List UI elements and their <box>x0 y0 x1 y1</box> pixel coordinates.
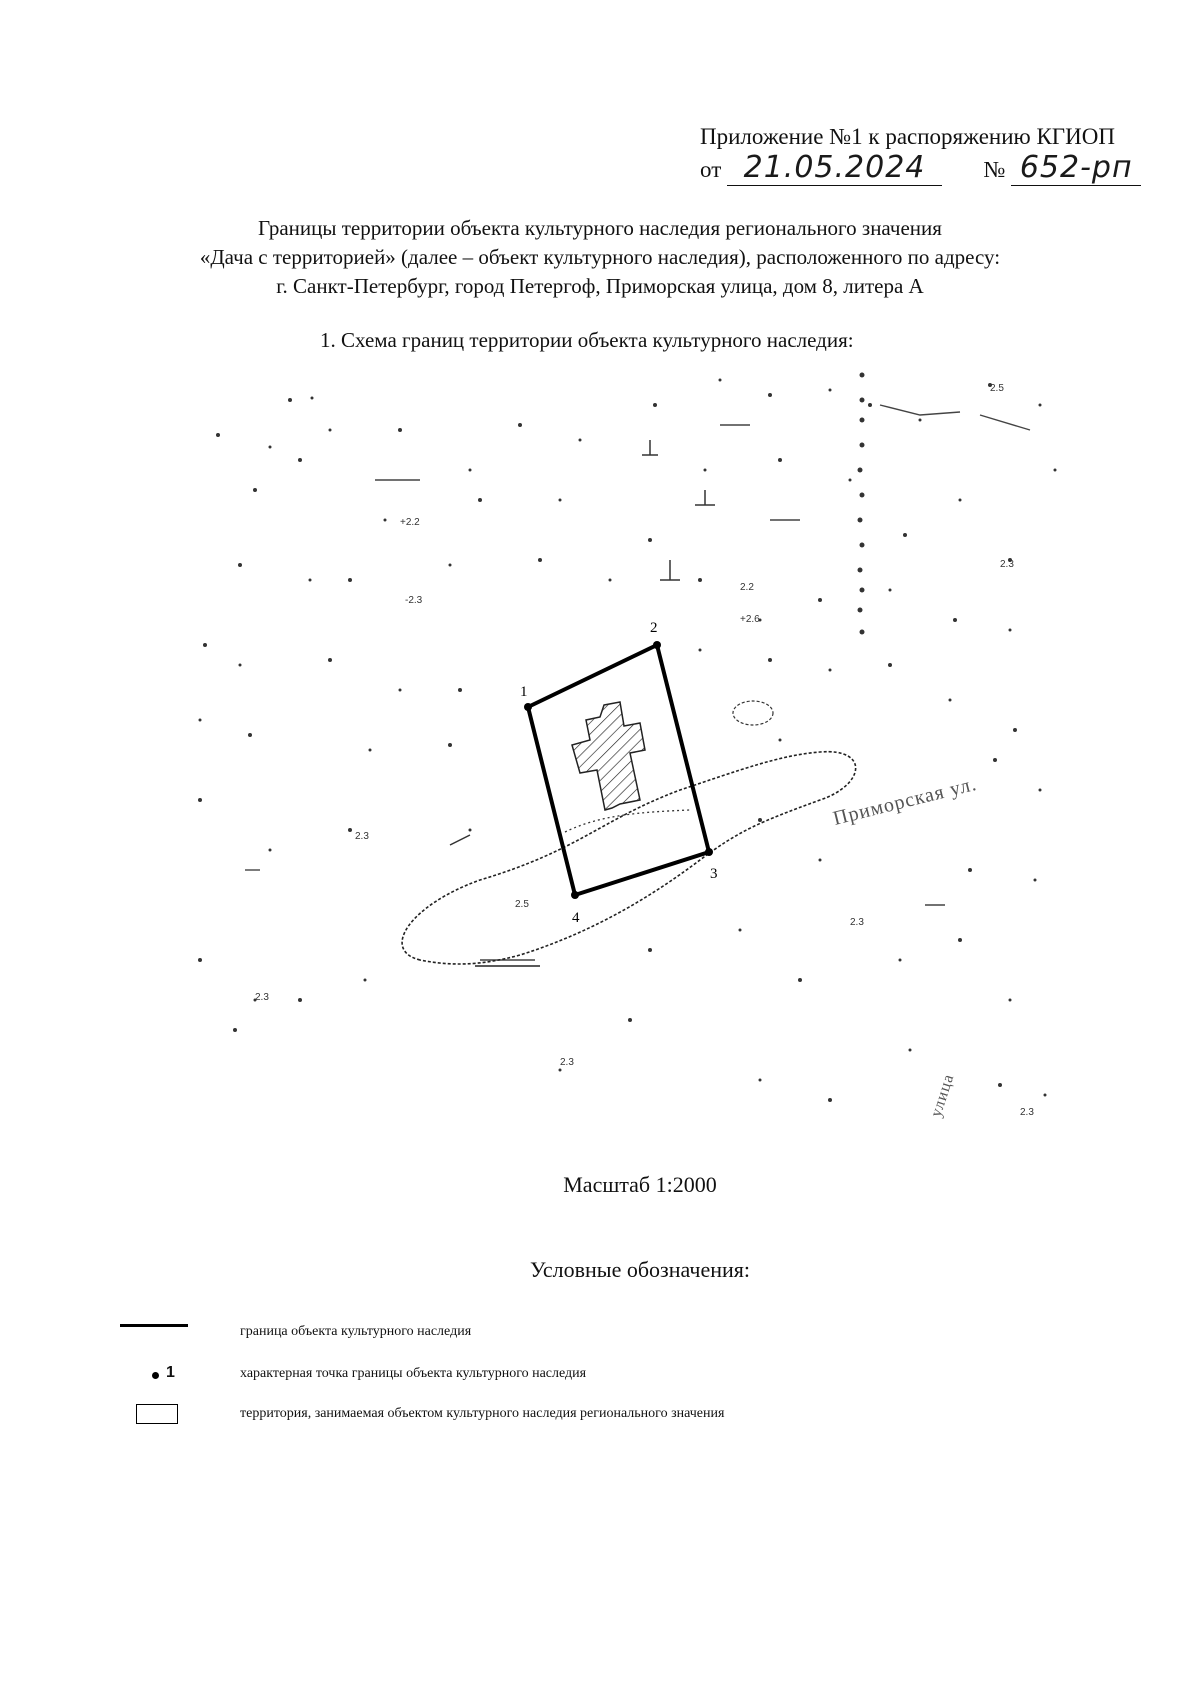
boundary-map <box>0 360 1200 1140</box>
svg-text:2.2: 2.2 <box>740 582 754 593</box>
legend-text-point: характерная точка границы объекта культурного наследия <box>240 1366 587 1381</box>
svg-text:2.3: 2.3 <box>560 1057 574 1068</box>
svg-text:+2.6: +2.6 <box>740 614 760 625</box>
point-label-4: 4 <box>572 910 580 926</box>
point-label-2: 2 <box>650 620 658 636</box>
boundary-point-4 <box>571 891 579 899</box>
appendix-heading: Приложение №1 к распоряжению КГИОП <box>700 124 1115 149</box>
building-footprint <box>572 702 645 810</box>
svg-text:2.3: 2.3 <box>355 831 369 842</box>
svg-text:+2.2: +2.2 <box>400 517 420 528</box>
tree-marks <box>450 440 715 845</box>
number-prefix: № <box>983 157 1006 182</box>
svg-text:2.5: 2.5 <box>515 899 529 910</box>
legend-line-symbol <box>120 1324 188 1327</box>
legend-item-point <box>120 1362 1120 1386</box>
legend-text-boundary: граница объекта культурного наследия <box>240 1324 472 1339</box>
date-field <box>727 150 942 186</box>
legend-point-number: 1 <box>166 1364 175 1381</box>
date-prefix: от <box>700 157 722 182</box>
date-value: 21.05.2024 <box>743 150 926 185</box>
legend-item-territory <box>120 1402 1120 1432</box>
boundary-point-3 <box>705 848 713 856</box>
street-label-vertical: улица <box>927 1071 958 1120</box>
oval-feature <box>733 701 773 725</box>
legend-item-boundary-line <box>120 1320 1120 1344</box>
contour-inner <box>565 810 690 832</box>
title-line-1: Границы территории объекта культурного наследия регионального значения <box>258 216 942 240</box>
legend-rect-symbol <box>136 1404 178 1424</box>
svg-text:-2.3: -2.3 <box>405 595 423 606</box>
boundary-point-2 <box>653 641 661 649</box>
point-label-3: 3 <box>710 866 718 882</box>
fence-dots <box>858 373 865 635</box>
street-label: Приморская ул. <box>830 772 980 830</box>
svg-text:2.3: 2.3 <box>1000 559 1014 570</box>
number-field <box>1011 150 1141 186</box>
map-scale: Масштаб 1:2000 <box>563 1172 717 1197</box>
svg-text:2.3: 2.3 <box>255 992 269 1003</box>
number-value: 652-рп <box>1019 150 1133 185</box>
legend-text-territory: территория, занимаемая объектом культурного наследия регионального значения <box>240 1406 725 1421</box>
legend-heading: Условные обозначения: <box>529 1257 751 1282</box>
point-label-1: 1 <box>520 684 528 700</box>
boundary-point-1 <box>524 703 532 711</box>
title-line-3: г. Санкт-Петербург, город Петергоф, Приморская улица, дом 8, литера А <box>276 274 924 298</box>
order-date-line <box>700 150 1141 186</box>
svg-text:2.5: 2.5 <box>990 383 1004 394</box>
title-line-2: «Дача с территорией» (далее – объект культурного наследия), расположенного по адресу: <box>199 245 1001 269</box>
svg-text:2.3: 2.3 <box>1020 1107 1034 1118</box>
svg-text:2.3: 2.3 <box>850 917 864 928</box>
section-heading: 1. Схема границ территории объекта культурного наследия: <box>320 328 854 352</box>
legend-point-symbol <box>152 1372 159 1379</box>
